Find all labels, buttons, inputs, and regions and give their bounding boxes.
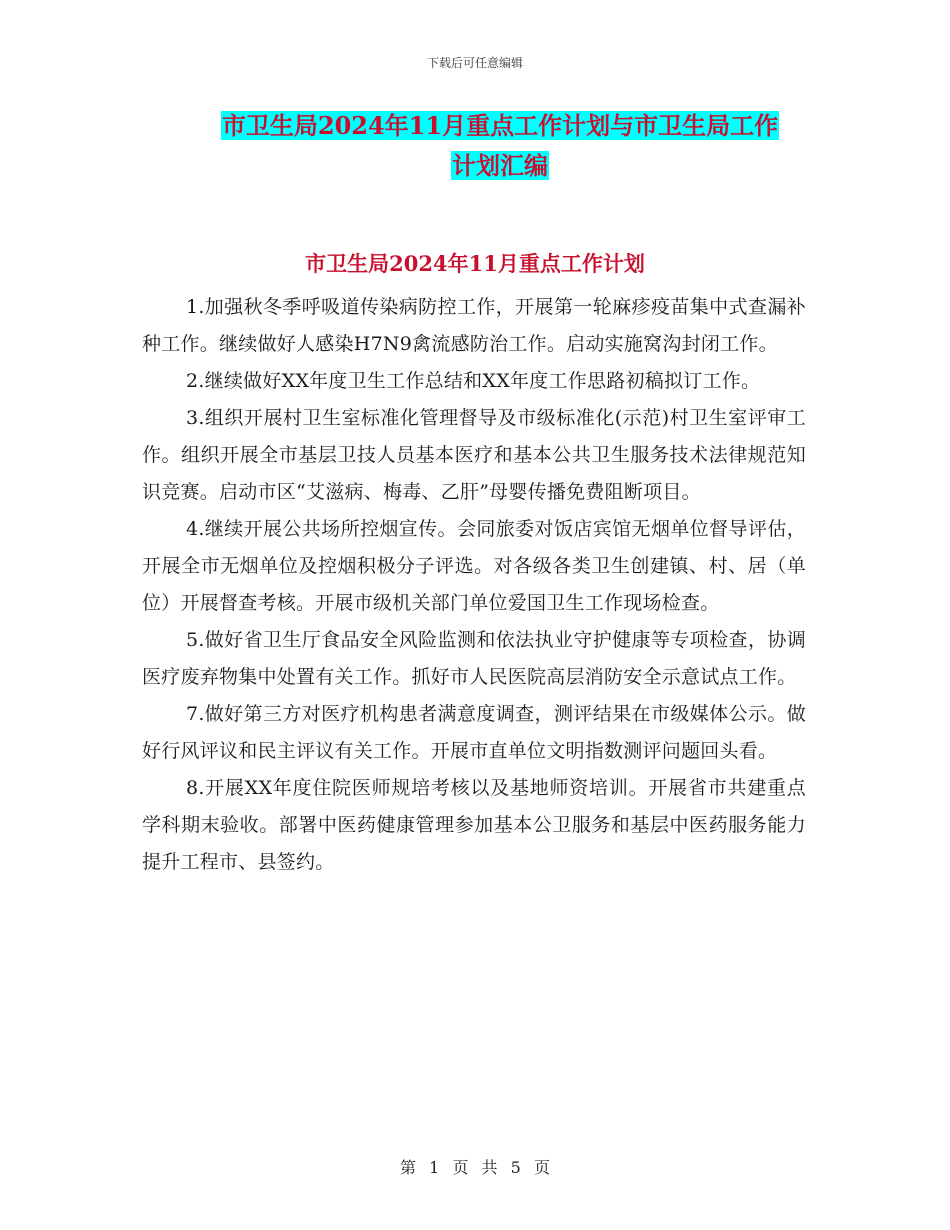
page-footer — [0, 1155, 950, 1178]
footer-total-pages: 5 — [510, 1158, 521, 1177]
footer-gong: 共 — [481, 1158, 498, 1177]
section-title: 市卫生局2024年11月重点工作计划 — [305, 251, 645, 276]
paragraph-item-2: 2.继续做好XX年度卫生工作总结和XX年度工作思路初稿拟订工作。 — [186, 370, 761, 392]
header-note: 下载后可任意编辑 — [426, 56, 523, 70]
paragraph-item-4: 4.继续开展公共场所控烟宣传。会同旅委对饭店宾馆无烟单位督导评估，开展全市无烟单位及控烟积极分子评选。对各级各类卫生创建镇、村、居（单位）开展督查考核。开展市级机关部门单位爱国卫生工作现场检查。 — [142, 518, 806, 614]
paragraph-item-7: 7.做好第三方对医疗机构患者满意度调查，测评结果在市级媒体公示。做好行风评议和民主评议有关工作。开展市直单位文明指数测评问题回头看。 — [142, 703, 806, 762]
paragraph-item-3: 3.组织开展村卫生室标准化管理督导及市级标准化(示范)村卫生室评审工作。组织开展全市基层卫技人员基本医疗和基本公共卫生服务技术法律规范知识竞赛。启动市区“艾滋病、梅毒、乙肝”母婴传播免费阻断项目。 — [142, 407, 806, 503]
document-body — [142, 289, 806, 881]
paragraph-item-8: 8.开展XX年度住院医师规培考核以及基地师资培训。开展省市共建重点学科期末验收。部署中医药健康管理参加基本公卫服务和基层中医药服务能力提升工程市、县签约。 — [142, 777, 806, 873]
footer-di: 第 — [400, 1158, 417, 1177]
document-title-line1: 市卫生局2024年11月重点工作计划与市卫生局工作 — [221, 111, 779, 140]
document-title — [140, 106, 860, 186]
paragraph-item-5: 5.做好省卫生厅食品安全风险监测和依法执业守护健康等专项检查，协调医疗废弃物集中处置有关工作。抓好市人民医院高层消防安全示意试点工作。 — [142, 629, 806, 688]
paragraph-item-1: 1.加强秋冬季呼吸道传染病防控工作，开展第一轮麻疹疫苗集中式查漏补种工作。继续做好人感染H7N9禽流感防治工作。启动实施窝沟封闭工作。 — [142, 296, 806, 355]
footer-ye: 页 — [452, 1158, 469, 1177]
document-title-line2: 计划汇编 — [452, 151, 548, 180]
footer-page-number: 1 — [429, 1158, 440, 1177]
footer-ye2: 页 — [533, 1158, 550, 1177]
